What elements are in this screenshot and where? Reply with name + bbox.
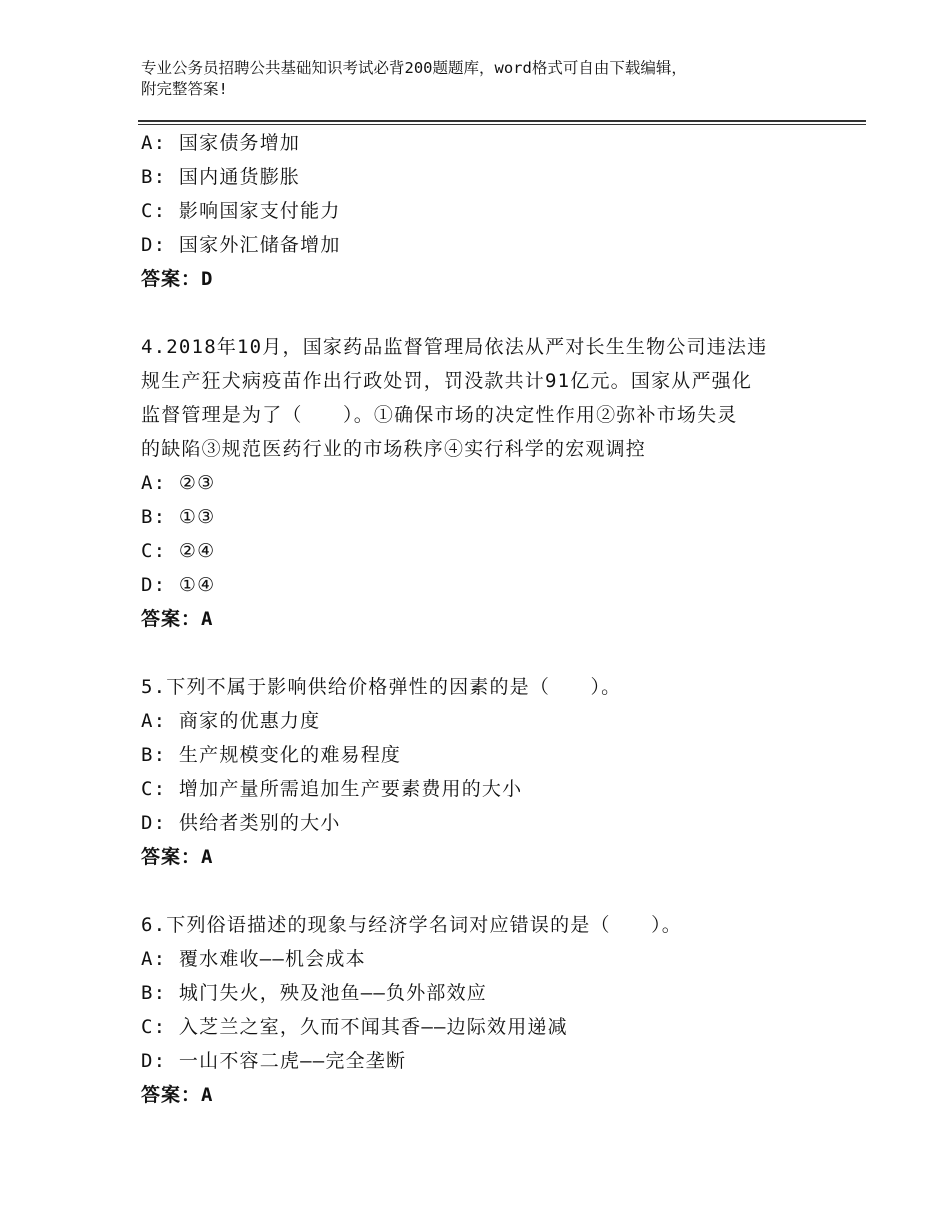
option-a: A: 覆水难收——机会成本: [141, 948, 366, 970]
question-5: [141, 670, 821, 874]
page-header: [141, 58, 841, 100]
header-rule-thin: [138, 124, 866, 125]
spacer: [141, 296, 821, 330]
question-3: [141, 126, 821, 296]
option-a: A: 商家的优惠力度: [141, 710, 321, 732]
answer-label: 答案：D: [141, 268, 214, 290]
option-c: C: 影响国家支付能力: [141, 200, 341, 222]
question-stem-line: 4.2018年10月，国家药品监督管理局依法从严对长生生物公司违法违: [141, 336, 768, 358]
question-6: [141, 908, 821, 1112]
header-rule-thick: [138, 120, 866, 122]
question-4: [141, 330, 821, 636]
option-a: A: ②③: [141, 472, 216, 494]
answer-label: 答案：A: [141, 608, 214, 630]
option-b: B: 生产规模变化的难易程度: [141, 744, 402, 766]
option-d: D: ①④: [141, 574, 216, 596]
question-stem-line: 5.下列不属于影响供给价格弹性的因素的是（ ）。: [141, 676, 622, 698]
option-c: C: 入芝兰之室，久而不闻其香——边际效用递减: [141, 1016, 568, 1038]
option-c: C: 增加产量所需追加生产要素费用的大小: [141, 778, 523, 800]
option-b: B: 国内通货膨胀: [141, 166, 301, 188]
answer-label: 答案：A: [141, 846, 214, 868]
option-a: A: 国家债务增加: [141, 132, 301, 154]
question-stem-line: 规生产狂犬病疫苗作出行政处罚，罚没款共计91亿元。国家从严强化: [141, 370, 753, 392]
option-b: B: 城门失火，殃及池鱼——负外部效应: [141, 982, 487, 1004]
option-c: C: ②④: [141, 540, 216, 562]
header-line-2: 附完整答案!: [141, 80, 228, 98]
header-line-1: 专业公务员招聘公共基础知识考试必背200题题库，word格式可自由下载编辑，: [141, 59, 687, 77]
question-stem-line: 6.下列俗语描述的现象与经济学名词对应错误的是（ ）。: [141, 914, 682, 936]
answer-label: 答案：A: [141, 1084, 214, 1106]
option-d: D: 国家外汇储备增加: [141, 234, 341, 256]
question-stem-line: 监督管理是为了（ ）。①确保市场的决定性作用②弥补市场失灵: [141, 404, 738, 426]
spacer: [141, 636, 821, 670]
option-b: B: ①③: [141, 506, 216, 528]
spacer: [141, 874, 821, 908]
option-d: D: 供给者类别的大小: [141, 812, 341, 834]
option-d: D: 一山不容二虎——完全垄断: [141, 1050, 407, 1072]
question-stem-line: 的缺陷③规范医药行业的市场秩序④实行科学的宏观调控: [141, 438, 647, 460]
question-list: [141, 126, 821, 1112]
